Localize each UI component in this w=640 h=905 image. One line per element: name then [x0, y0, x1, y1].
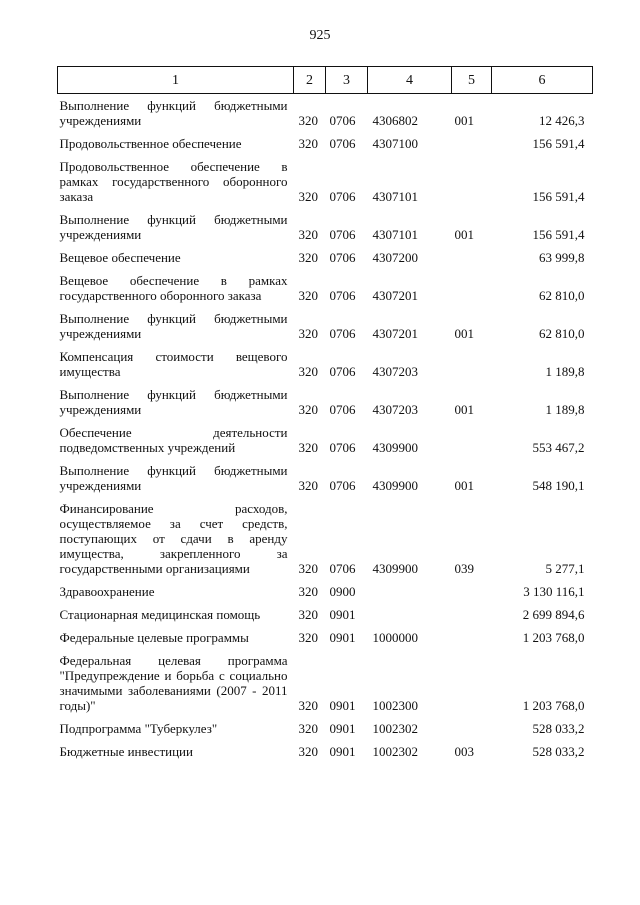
row-admin-code: 320: [298, 113, 318, 128]
row-name: Выполнение функций бюджетными учреждениями: [59, 212, 288, 242]
table-row: [58, 622, 593, 645]
row-target-code: 4309900: [372, 561, 418, 576]
row-section-code: 0706: [329, 250, 356, 265]
row-admin-code: 320: [298, 136, 318, 151]
row-amount: 528 033,2: [532, 744, 585, 759]
row-section-code: 0706: [329, 326, 356, 341]
row-amount: 2 699 894,6: [522, 607, 585, 622]
row-name: Продовольственное обеспечение: [59, 136, 242, 151]
table-row: [58, 493, 593, 576]
row-amount: 62 810,0: [539, 326, 585, 341]
row-target-code: 1002302: [372, 721, 418, 736]
row-amount: 1 189,8: [545, 364, 585, 379]
row-target-code: 1002300: [372, 698, 418, 713]
row-section-code: 0900: [329, 584, 356, 599]
row-target-code: 4307203: [372, 364, 418, 379]
row-expense-type: 001: [454, 227, 474, 242]
row-amount: 548 190,1: [532, 478, 585, 493]
row-expense-type: 001: [454, 478, 474, 493]
header-col-6: 6: [492, 67, 593, 94]
table-header: [58, 67, 593, 94]
row-target-code: [368, 576, 452, 599]
row-section-code: 0706: [329, 227, 356, 242]
row-amount: 528 033,2: [532, 721, 585, 736]
table-row: [58, 242, 593, 265]
row-target-code: 1002302: [372, 744, 418, 759]
header-col-1: 1: [58, 67, 294, 94]
row-section-code: 0706: [329, 364, 356, 379]
row-target-code: 4307203: [372, 402, 418, 417]
row-expense-type: [452, 341, 492, 379]
row-name: Вещевое обеспечение в рамках государственного оборонного заказа: [59, 273, 288, 303]
header-col-5: 5: [452, 67, 492, 94]
row-section-code: 0706: [329, 113, 356, 128]
row-name: Продовольственное обеспечение в рамках государственного оборонного заказа: [59, 159, 288, 204]
table-row: [58, 341, 593, 379]
row-expense-type: [452, 242, 492, 265]
table-row: [58, 576, 593, 599]
row-name: Вещевое обеспечение: [59, 250, 181, 265]
row-admin-code: 320: [298, 440, 318, 455]
row-amount: 3 130 116,1: [523, 584, 585, 599]
row-name: Выполнение функций бюджетными учреждениями: [59, 98, 288, 128]
row-section-code: 0901: [329, 630, 356, 645]
row-admin-code: 320: [298, 227, 318, 242]
row-expense-type: [452, 599, 492, 622]
row-section-code: 0706: [329, 440, 356, 455]
table-body: [58, 94, 593, 760]
row-amount: 1 203 768,0: [522, 698, 585, 713]
row-section-code: 0901: [329, 721, 356, 736]
row-name: Выполнение функций бюджетными учреждениями: [59, 387, 288, 417]
row-target-code: 4307200: [372, 250, 418, 265]
row-section-code: 0706: [329, 288, 356, 303]
row-expense-type: 001: [454, 113, 474, 128]
header-row: [58, 67, 593, 94]
row-admin-code: 320: [298, 607, 318, 622]
row-name: Стационарная медицинская помощь: [59, 607, 261, 622]
row-section-code: 0901: [329, 744, 356, 759]
page-number: 925: [309, 28, 331, 43]
row-admin-code: 320: [298, 744, 318, 759]
row-target-code: 4307100: [372, 136, 418, 151]
row-name: Выполнение функций бюджетными учреждениями: [59, 463, 288, 493]
row-name: Обеспечение деятельности подведомственных учреждений: [59, 425, 288, 455]
row-name: Финансирование расходов, осуществляемое за счет средств, поступающих от сдачи в аренду имущества, закрепленного за государственными организациями: [59, 501, 288, 576]
row-section-code: 0901: [329, 607, 356, 622]
row-amount: 1 203 768,0: [522, 630, 585, 645]
row-admin-code: 320: [298, 250, 318, 265]
row-amount: 12 426,3: [539, 113, 585, 128]
row-admin-code: 320: [298, 721, 318, 736]
row-amount: 1 189,8: [545, 402, 585, 417]
row-name: Бюджетные инвестиции: [59, 744, 193, 759]
row-admin-code: 320: [298, 364, 318, 379]
row-target-code: 4306802: [372, 113, 418, 128]
row-target-code: 4307201: [372, 288, 418, 303]
table-row: [58, 455, 593, 493]
row-section-code: 0706: [329, 189, 356, 204]
row-name: Федеральная целевая программа "Предупреждение и борьба с социально значимыми заболеваниями (2007 - 2011 годы)": [59, 653, 288, 713]
row-target-code: 4307201: [372, 326, 418, 341]
row-admin-code: 320: [298, 189, 318, 204]
row-name: Выполнение функций бюджетными учреждениями: [59, 311, 288, 341]
table-row: [58, 94, 593, 129]
table-row: [58, 645, 593, 713]
row-target-code: [368, 599, 452, 622]
row-admin-code: 320: [298, 478, 318, 493]
row-amount: 62 810,0: [539, 288, 585, 303]
row-target-code: 4307101: [372, 189, 418, 204]
table-row: [58, 599, 593, 622]
row-expense-type: [452, 265, 492, 303]
row-target-code: 1000000: [372, 630, 418, 645]
row-expense-type: 001: [454, 402, 474, 417]
row-expense-type: [452, 713, 492, 736]
row-amount: 156 591,4: [532, 136, 585, 151]
row-expense-type: [452, 576, 492, 599]
row-expense-type: [452, 128, 492, 151]
row-admin-code: 320: [298, 402, 318, 417]
header-col-4: 4: [368, 67, 452, 94]
table-row: [58, 379, 593, 417]
table-row: [58, 736, 593, 759]
table-row: [58, 204, 593, 242]
row-target-code: 4309900: [372, 440, 418, 455]
row-expense-type: [452, 151, 492, 204]
header-col-3: 3: [326, 67, 368, 94]
row-admin-code: 320: [298, 698, 318, 713]
row-section-code: 0706: [329, 478, 356, 493]
row-amount: 156 591,4: [532, 189, 585, 204]
row-expense-type: [452, 417, 492, 455]
row-expense-type: [452, 645, 492, 713]
row-admin-code: 320: [298, 584, 318, 599]
row-expense-type: 039: [454, 561, 474, 576]
row-section-code: 0706: [329, 136, 356, 151]
row-name: Федеральные целевые программы: [59, 630, 249, 645]
row-section-code: 0901: [329, 698, 356, 713]
row-expense-type: 001: [454, 326, 474, 341]
table-row: [58, 265, 593, 303]
row-section-code: 0706: [329, 402, 356, 417]
row-admin-code: 320: [298, 630, 318, 645]
row-admin-code: 320: [298, 561, 318, 576]
row-admin-code: 320: [298, 288, 318, 303]
row-target-code: 4309900: [372, 478, 418, 493]
row-amount: 5 277,1: [545, 561, 585, 576]
row-name: Компенсация стоимости вещевого имущества: [59, 349, 288, 379]
row-section-code: 0706: [329, 561, 356, 576]
row-expense-type: [452, 622, 492, 645]
table-row: [58, 417, 593, 455]
row-name: Здравоохранение: [59, 584, 155, 599]
row-name: Подпрограмма "Туберкулез": [59, 721, 218, 736]
table-row: [58, 128, 593, 151]
row-expense-type: 003: [454, 744, 474, 759]
header-col-2: 2: [294, 67, 326, 94]
row-amount: 156 591,4: [532, 227, 585, 242]
table-row: [58, 303, 593, 341]
row-target-code: 4307101: [372, 227, 418, 242]
budget-table: [57, 66, 593, 759]
table-row: [58, 151, 593, 204]
row-amount: 63 999,8: [539, 250, 585, 265]
table-row: [58, 713, 593, 736]
row-admin-code: 320: [298, 326, 318, 341]
row-amount: 553 467,2: [532, 440, 585, 455]
